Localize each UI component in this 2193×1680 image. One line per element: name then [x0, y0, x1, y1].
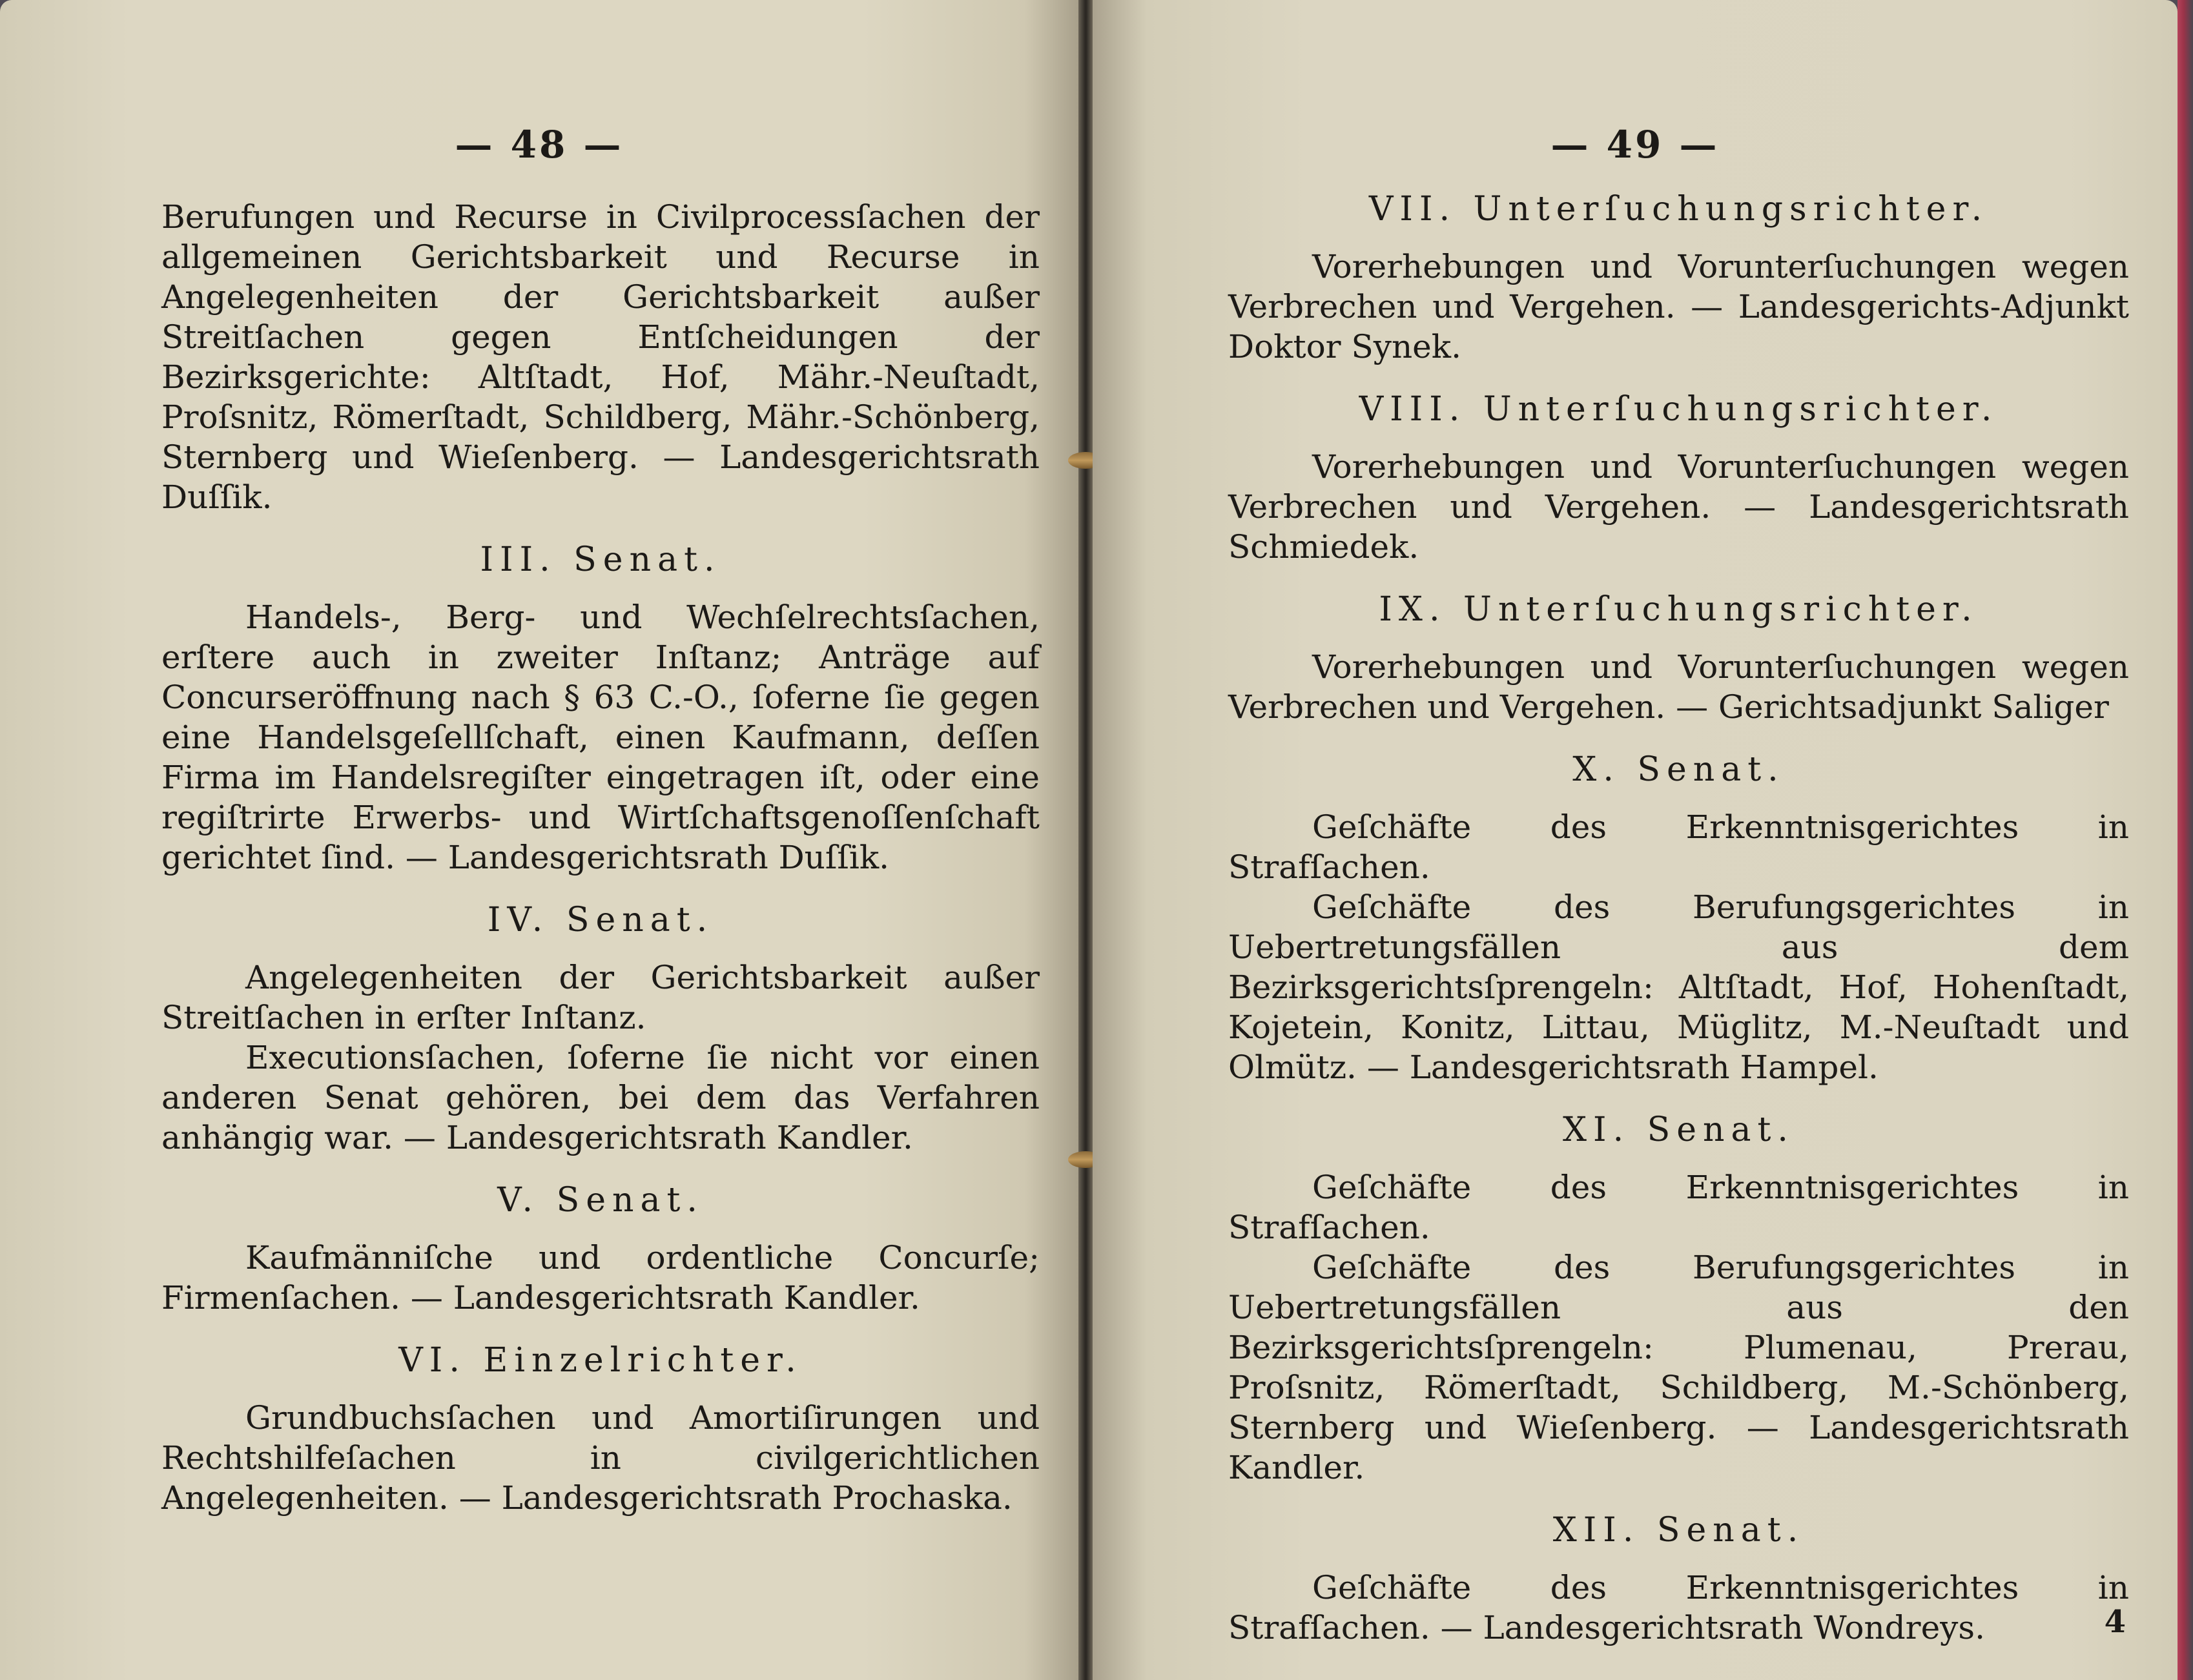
paragraph: Handels-, Berg- und Wechſelrechtsſachen, erſtere auch in zweiter Inſtanz; Anträge auf Concurseröffnung nach § 63 C.-O., ſoferne ſie gegen eine Handelsgeſellſchaft, einen Kaufmann, deſſen Firma im Handelsregiſter eingetragen iſt, oder eine regiſtrirte Erwerbs- und Wirtſchaftsgenoſſenſchaft gerichtet ſind. — Landesgerichtsrath Duſſik.	[161, 599, 1040, 876]
left-page-content	[161, 197, 1040, 1540]
paragraph: Geſchäfte des Berufungsgerichtes in Uebertretungsfällen aus den Bezirksgerichtsſprengeln: Plumenau, Prerau, Proſsnitz, Römerſtadt, Schildberg, M.-Schönberg, Sternberg und Wieſenberg. — Landesgerichtsrath Kandler.	[1228, 1249, 2129, 1486]
section-v-senat	[161, 1180, 1040, 1318]
section-heading: V. Senat.	[497, 1181, 704, 1220]
section-heading: X. Senat.	[1572, 750, 1785, 789]
section-heading: VIII. Unterſuchungsrichter.	[1359, 390, 1999, 429]
section-heading: XII. Senat.	[1552, 1511, 1805, 1550]
page-number-right: — 49 —	[1550, 123, 1720, 167]
right-page-content	[1228, 189, 2129, 1670]
section-heading: VII. Unterſuchungsrichter.	[1368, 190, 1989, 229]
section-iv-senat	[161, 899, 1040, 1158]
paragraph: Vorerhebungen und Vorunterſuchungen wegen Verbrechen und Vergehen. — Gerichtsadjunkt Saliger	[1228, 648, 2129, 726]
left-page	[0, 0, 1078, 1680]
paragraph: Geſchäfte des Berufungsgerichtes in Uebertretungsfällen aus dem Bezirksgerichtsſprengeln: Altſtadt, Hof, Hohenſtadt, Kojetein, Konitz, Littau, Müglitz, M.-Neuſtadt und Olmütz. — Landesgerichtsrath Hampel.	[1228, 888, 2129, 1086]
book-gutter	[1078, 0, 1093, 1680]
section-vii-untersuchungsrichter	[1228, 189, 2129, 367]
right-page	[1093, 0, 2178, 1680]
paragraph: Berufungen und Recurse in Civilprocessſachen der allgemeinen Gerichtsbarkeit und Recurse in Angelegenheiten der Gerichtsbarkeit außer Streitſachen gegen Entſcheidungen der Bezirksgerichte: Altſtadt, Hof, Mähr.-Neuſtadt, Proſsnitz, Römerſtadt, Schildberg, Mähr.-Schönberg, Sternberg und Wieſenberg. — Landesgerichtsrath Duſſik.	[161, 198, 1040, 516]
section-heading: VI. Einzelrichter.	[398, 1341, 803, 1380]
paragraph: Geſchäfte des Erkenntnisgerichtes in Strafſachen.	[1228, 1169, 2129, 1246]
section-ii-continuation	[161, 197, 1040, 517]
paragraph: Kaufmänniſche und ordentliche Concurſe; Firmenſachen. — Landesgerichtsrath Kandler.	[161, 1239, 1040, 1316]
section-vi-einzelrichter	[161, 1340, 1040, 1518]
book-cover-edge	[2178, 0, 2193, 1680]
section-heading: III. Senat.	[480, 540, 721, 579]
printer-signature-mark: 4	[2104, 1604, 2126, 1640]
section-x-senat	[1228, 749, 2129, 1087]
section-heading: IX. Unterſuchungsrichter.	[1379, 590, 1979, 629]
section-xi-senat	[1228, 1109, 2129, 1488]
section-heading: XI. Senat.	[1563, 1111, 1795, 1149]
paragraph: Geſchäfte des Erkenntnisgerichtes in Strafſachen.	[1228, 808, 2129, 886]
section-xii-senat	[1228, 1510, 2129, 1648]
section-heading: IV. Senat.	[487, 901, 714, 939]
paragraph: Grundbuchsſachen und Amortiſirungen und Rechtshilfeſachen in civilgerichtlichen Angelegenheiten. — Landesgerichtsrath Prochaska.	[161, 1399, 1040, 1517]
paragraph: Vorerhebungen und Vorunterſuchungen wegen Verbrechen und Vergehen. — Landesgerichtsrath Schmiedek.	[1228, 448, 2129, 566]
paragraph: Vorerhebungen und Vorunterſuchungen wegen Verbrechen und Vergehen. — Landesgerichts-Adjunkt Doktor Synek.	[1228, 248, 2129, 365]
paragraph: Geſchäfte des Erkenntnisgerichtes in Strafſachen. — Landesgerichtsrath Wondreys.	[1228, 1569, 2129, 1646]
paragraph: Executionsſachen, ſoferne ſie nicht vor einen anderen Senat gehören, bei dem das Verfahren anhängig war. — Landesgerichtsrath Kandler.	[161, 1039, 1040, 1156]
section-iii-senat	[161, 539, 1040, 877]
page-number-left: — 48 —	[455, 123, 624, 167]
section-viii-untersuchungsrichter	[1228, 389, 2129, 567]
paragraph: Angelegenheiten der Gerichtsbarkeit außer Streitſachen in erſter Inſtanz.	[161, 959, 1040, 1036]
section-ix-untersuchungsrichter	[1228, 589, 2129, 727]
